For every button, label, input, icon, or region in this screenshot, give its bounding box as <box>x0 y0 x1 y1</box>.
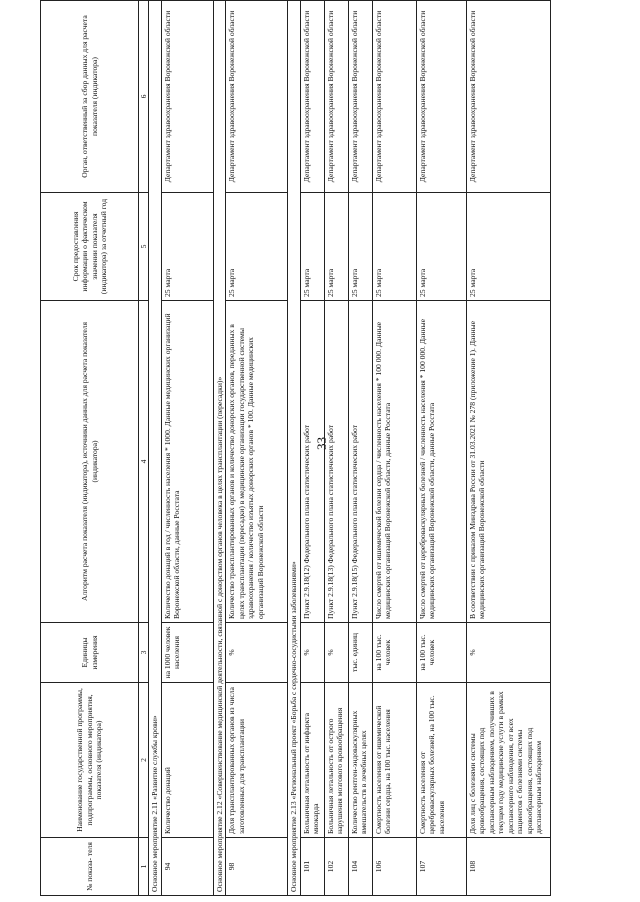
section-title: Основное мероприятие 2.11 «Развитие службы крови» <box>149 1 161 896</box>
row-unit: % <box>466 623 550 683</box>
column-number-row <box>139 1 149 896</box>
row-unit: % <box>300 623 324 683</box>
col-number: 6 <box>139 1 149 193</box>
row-organ: Департамент здравоохранения Воронежской области <box>324 1 348 193</box>
row-name: Доля лиц с болезнями системы кровообращения, состоящих под диспансерным наблюдением, получивших в текущем году медицинские услуги в рамках диспансерного наблюдения, от всех пациентов с болезнями системы кровообращения, состоящих под диспансерным наблюдением <box>466 683 550 838</box>
row-num: 94 <box>161 838 213 896</box>
row-deadline: 25 марта <box>226 193 288 301</box>
header-row <box>41 1 139 896</box>
row-algo: Число смертей от цереброваскулярных болезней / численность населения * 100 000. Данные медицинских организаций Воронежской области, данные Росстата <box>416 301 466 623</box>
row-organ: Департамент здравоохранения Воронежской области <box>348 1 372 193</box>
row-organ: Департамент здравоохранения Воронежской области <box>372 1 416 193</box>
row-name: Количество донаций <box>161 683 213 838</box>
indicators-table <box>40 0 551 896</box>
table-row <box>161 1 213 896</box>
col-number: 3 <box>139 623 149 683</box>
row-num: 108 <box>466 838 550 896</box>
row-algo: Число смертей от ишемической болезни сердца / численность населения * 100 000. Данные медицинских организаций Воронежской области, данные Росстата <box>372 301 416 623</box>
table-row <box>226 1 288 896</box>
section-row <box>213 1 225 896</box>
row-name: Смертность населения от цереброваскулярных болезней, на 100 тыс. населения <box>416 683 466 838</box>
row-algo: Количество трансплантированных органов и количество донорских органов, переданных в целях трансплантации (пересадки) в медицинские организации государственной системы здравоохранения / количество изъятых донорских органов * 100. Данные медицинских организаций Воронежской области <box>226 301 288 623</box>
col-number: 4 <box>139 301 149 623</box>
header-algo: Алгоритм расчета показателя (индикатора), источники данных для расчета показателя (индикатора) <box>41 301 139 623</box>
rotated-table-page <box>40 1 636 896</box>
row-organ: Департамент здравоохранения Воронежской области <box>416 1 466 193</box>
section-row <box>149 1 161 896</box>
row-name: Доля трансплантированных органов из числа заготовленных для трансплантации <box>226 683 288 838</box>
row-num: 101 <box>300 838 324 896</box>
header-organ: Орган, ответственный за сбор данных для расчета показателя (индикатора) <box>41 1 139 193</box>
row-algo: Пункт 2.9.18(13) Федерального плана статистических работ <box>324 301 348 623</box>
row-unit: на 100 тыс. человек <box>416 623 466 683</box>
row-num: 107 <box>416 838 466 896</box>
row-num: 102 <box>324 838 348 896</box>
col-number: 1 <box>139 838 149 896</box>
row-deadline: 25 марта <box>324 193 348 301</box>
header-deadline: Срок предоставления информации о фактическом значении показателя (индикатора) за отчетный год <box>41 193 139 301</box>
row-deadline: 25 марта <box>300 193 324 301</box>
section-title: Основное мероприятие 2.12 «Совершенствование медицинской деятельности, связанной с донорством органов человека в целях трансплантации (пересадки)» <box>213 1 225 896</box>
row-num: 104 <box>348 838 372 896</box>
row-unit: тыс. единиц <box>348 623 372 683</box>
row-num: 106 <box>372 838 416 896</box>
row-deadline: 25 марта <box>466 193 550 301</box>
table-row <box>300 1 324 896</box>
row-deadline: 25 марта <box>372 193 416 301</box>
row-algo: В соответствии с приказом Минздрава России от 31.03.2021 № 278 (приложение 1). Данные медицинских организаций Воронежской области <box>466 301 550 623</box>
table-row <box>324 1 348 896</box>
row-name: Больничная летальность от инфаркта миокарда <box>300 683 324 838</box>
row-unit: % <box>226 623 288 683</box>
row-name: Количество рентген-эндоваскулярных вмешательств в лечебных целях <box>348 683 372 838</box>
row-organ: Департамент здравоохранения Воронежской области <box>300 1 324 193</box>
row-algo: Пункт 2.9.18(12) Федерального плана статистических работ <box>300 301 324 623</box>
page-number: 33 <box>314 437 329 450</box>
row-deadline: 25 марта <box>161 193 213 301</box>
table-row <box>466 1 550 896</box>
header-unit: Единицы измерения <box>41 623 139 683</box>
row-name: Смертность населения от ишемической болезни сердца, на 100 тыс. населения <box>372 683 416 838</box>
header-name: Наименование государственной программы, подпрограммы, основного мероприятия, показателя (индикатора) <box>41 683 139 838</box>
row-organ: Департамент здравоохранения Воронежской области <box>466 1 550 193</box>
col-number: 2 <box>139 683 149 838</box>
row-unit: на 100 тыс. человек <box>372 623 416 683</box>
row-unit: на 1000 человек населения <box>161 623 213 683</box>
row-unit: % <box>324 623 348 683</box>
row-algo: Пункт 2.9.18(15) Федерального плана статистических работ <box>348 301 372 623</box>
col-number: 5 <box>139 193 149 301</box>
row-deadline: 25 марта <box>348 193 372 301</box>
row-deadline: 25 марта <box>416 193 466 301</box>
row-num: 98 <box>226 838 288 896</box>
row-algo: Количество донаций в год / численность населения * 1000. Данные медицинских организаций Воронежской области, данные Росстата <box>161 301 213 623</box>
row-organ: Департамент здравоохранения Воронежской области <box>226 1 288 193</box>
table-row <box>416 1 466 896</box>
table-row <box>372 1 416 896</box>
section-title: Основное мероприятие 2.13 «Региональный проект «Борьба с сердечно-сосудистыми заболеваниями» <box>288 1 300 896</box>
row-name: Больничная летальность от острого нарушения мозгового кровообращения <box>324 683 348 838</box>
row-organ: Департамент здравоохранения Воронежской области <box>161 1 213 193</box>
section-row <box>288 1 300 896</box>
table-row <box>348 1 372 896</box>
header-num: № показа- теля <box>41 838 139 896</box>
